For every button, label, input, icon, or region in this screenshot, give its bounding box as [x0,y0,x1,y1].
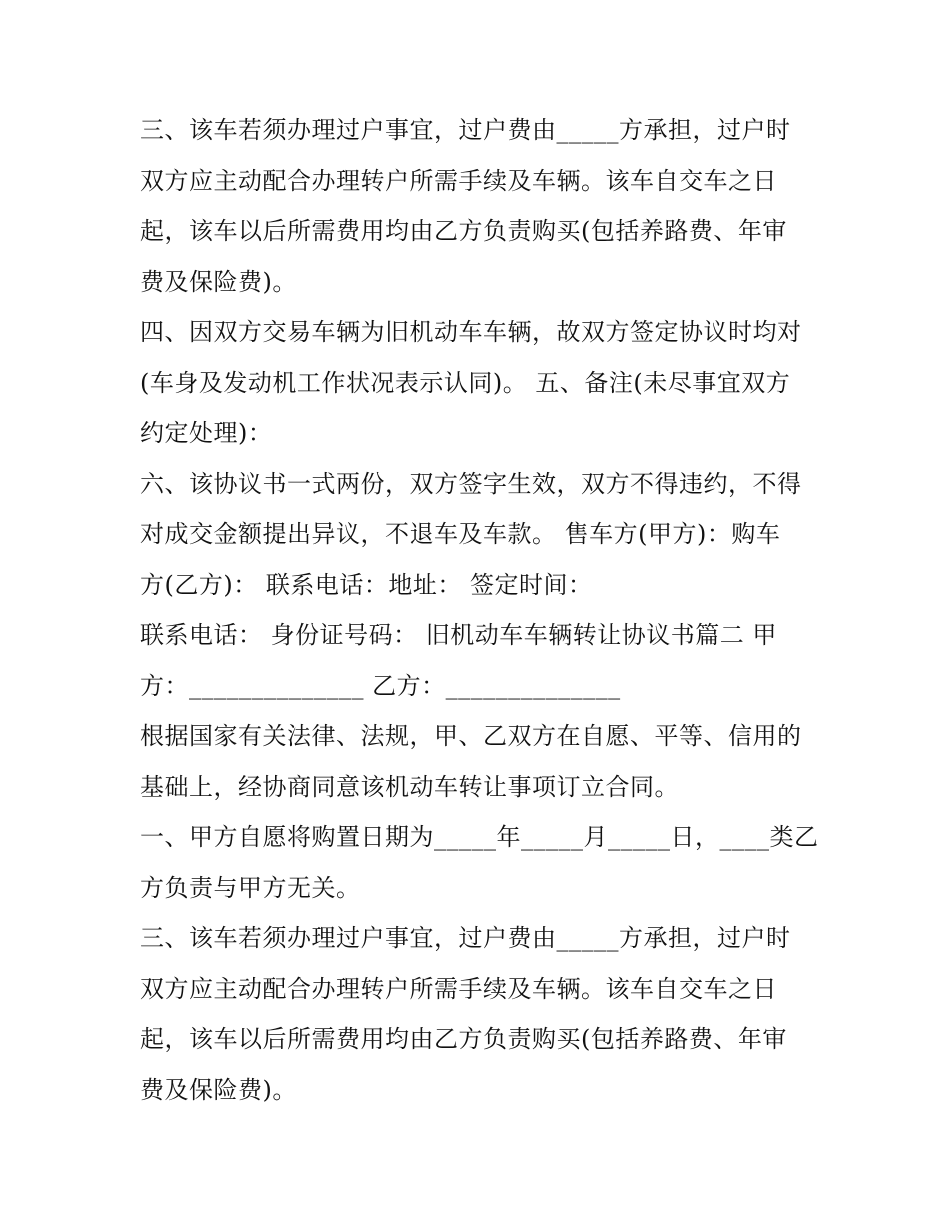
text-line: 费及保险费)。 [140,267,297,296]
text-line: 起，该车以后所需费用均由乙方负责购买(包括养路费、年审 [140,1025,787,1053]
text-line: 三、该车若须办理过户事宜，过户费由_____方承担，过户时 [140,116,791,144]
text-line: 四、因双方交易车辆为旧机动车车辆，故双方签定协议时均对 [140,318,802,346]
text-line: 一、甲方自愿将购置日期为_____年_____月_____日，____类乙 [140,823,819,851]
text-line: 基础上，经协商同意该机动车转让事项订立合同。 [140,772,679,801]
text-line: 双方应主动配合办理转户所需手续及车辆。该车自交车之日 [140,166,777,195]
text-line: 费及保险费)。 [140,1075,297,1104]
text-line: (车身及发动机工作状况表示认同)。 五、备注(未尽事宜双方 [140,368,791,397]
text-line: 方负责与甲方无关。 [140,873,361,902]
text-line: 方(乙方)： 联系电话：地址： 签定时间： [140,570,593,599]
text-line: 方：______________ 乙方：______________ [140,671,621,700]
text-line: 约定处理)： [140,419,273,447]
text-line: 双方应主动配合办理转户所需手续及车辆。该车自交车之日 [140,974,777,1003]
text-line: 根据国家有关法律、法规，甲、乙双方在自愿、平等、信用的 [140,722,802,750]
text-line: 六、该协议书一式两份，双方签字生效，双方不得违约，不得 [140,469,802,498]
text-line: 对成交金额提出异议，不退车及车款。 售车方(甲方)：购车 [140,520,781,548]
text-line: 三、该车若须办理过户事宜，过户费由_____方承担，过户时 [140,924,791,952]
text-line: 起，该车以后所需费用均由乙方负责购买(包括养路费、年审 [140,217,787,245]
document-body [140,105,820,1115]
text-line: 联系电话： 身份证号码： 旧机动车车辆转让协议书篇二 甲 [140,621,777,649]
